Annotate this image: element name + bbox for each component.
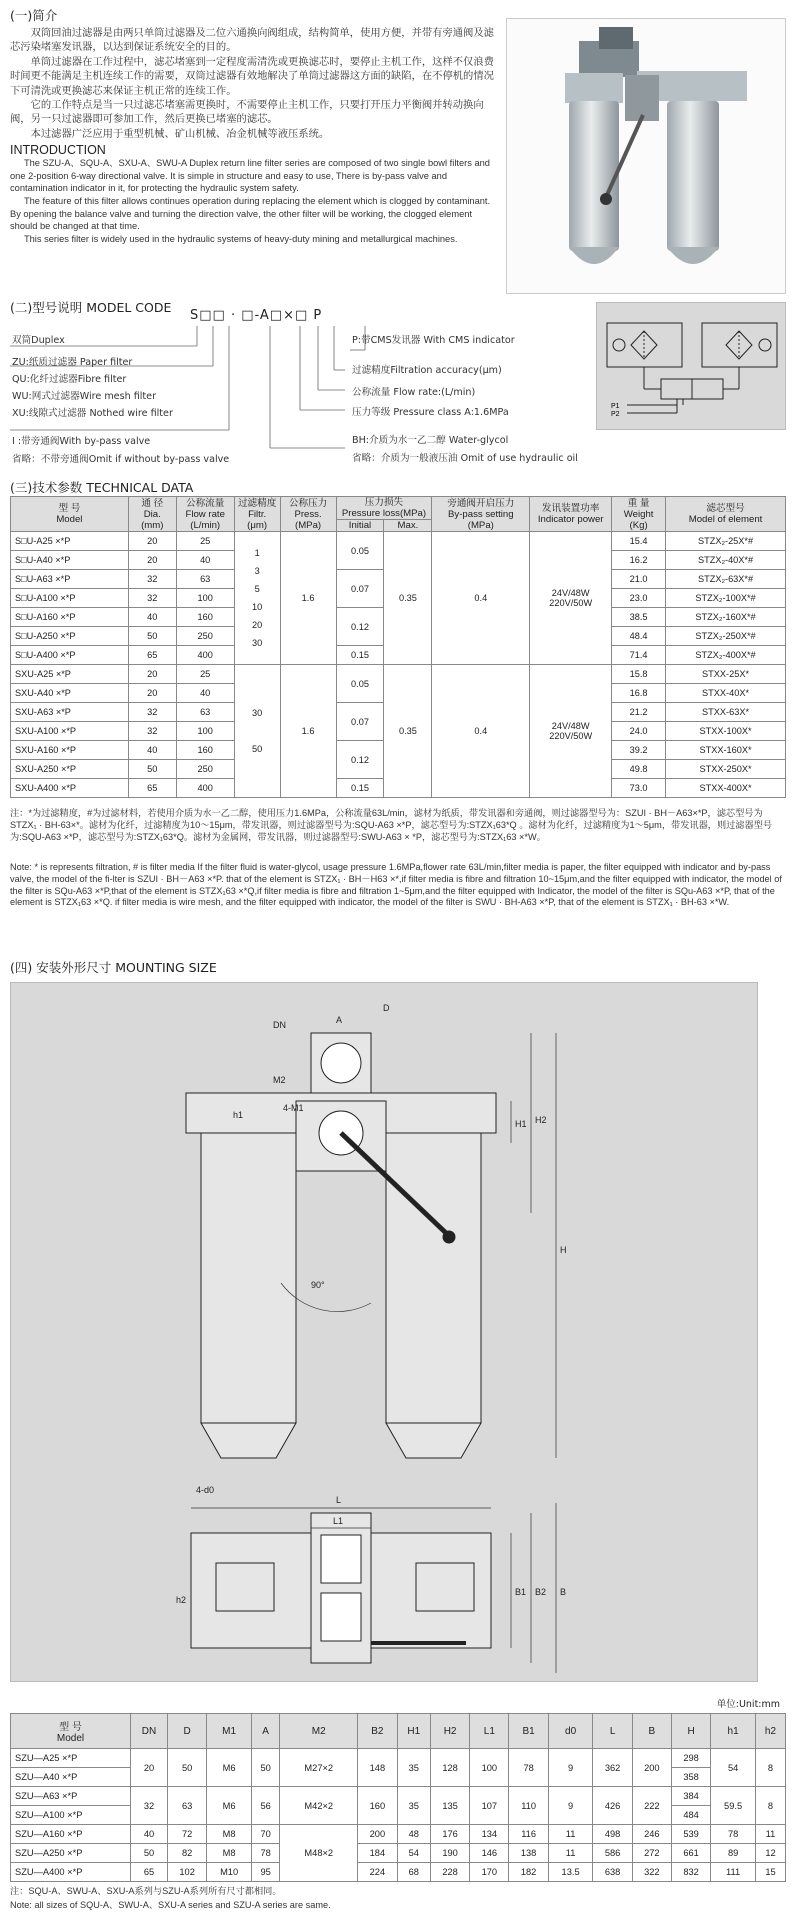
mth-model: 型 号 Model bbox=[11, 1714, 131, 1749]
dim-m2: M2 bbox=[273, 1075, 286, 1085]
dim-a: A bbox=[336, 1015, 343, 1025]
table-row: S□U-A25 ×*P 20 25 1 3 5 10 20 30 1.6 0.05 0.35 0.4 24V/48W 220V/50W 15.4 STZX₂-25X*# bbox=[11, 532, 786, 551]
intro-en-p2: The feature of this filter allows continues operation during replacing the element which is clogged by contaminant. By opening the balance valve and turning the direction valve, the other filter will be working, the clogged element should be changed at that time. bbox=[10, 196, 491, 232]
dim-d: D bbox=[383, 1003, 390, 1013]
dim-4m1: 4-M1 bbox=[283, 1103, 304, 1113]
th-loss: 压力损失 Pressure loss(MPa) bbox=[336, 497, 432, 520]
intro-section bbox=[10, 6, 500, 245]
model-code-diagram bbox=[10, 298, 590, 474]
th-flow: 公称流量 Flow rate (L/min) bbox=[176, 497, 234, 532]
mount-header-row: 型 号 Model DN D M1 A M2 B2 H1 H2 L1 B1 d0 L B H h1 h2 bbox=[11, 1714, 786, 1749]
table-row: SZU—A250 ×*P 50 82 M8 78 184 54 190 146 138 11 586 272 661 89 12 bbox=[11, 1844, 786, 1863]
intro-cn-p4: 本过滤器广泛应用于重型机械、矿山机械、冶金机械等液压系统。 bbox=[30, 127, 330, 140]
table-row: S□U-A400 ×*P 65 400 0.15 71.4 STZX₂-400X*# bbox=[11, 646, 786, 665]
th-bypass: 旁通阀开启压力 By-pass setting (MPa) bbox=[432, 497, 530, 532]
table-row: SXU-A40 ×*P 20 40 16.8 STXX-40X* bbox=[11, 684, 786, 703]
table-row: SZU—A400 ×*P 65 102 M10 95 224 68 228 170 182 13.5 638 322 832 111 15 bbox=[11, 1863, 786, 1882]
intro-en-p1: The SZU-A、SQU-A、SXU-A、SWU-A Duplex return line filter series are composed of two single bowl filters and one 2-position 6-way directional valve. It is simple in structure and easy to use, There is by-pass valve and contamination indicator in it, for protecting the hydraulic system safety. bbox=[10, 158, 490, 194]
label-duplex: 双筒Duplex bbox=[12, 335, 65, 346]
dim-4d0: 4-d0 bbox=[196, 1485, 215, 1495]
dim-b: B bbox=[560, 1587, 567, 1597]
product-photo bbox=[506, 18, 786, 294]
table-row: S□U-A100 ×*P 32 100 23.0 STZX₂-100X*# bbox=[11, 589, 786, 608]
intro-en-heading: INTRODUCTION bbox=[10, 143, 106, 158]
label-flow: 公称流量 Flow rate:(L/min) bbox=[352, 387, 476, 398]
label-no-bypass: 省略：不带旁通阀Omit if without by-pass valve bbox=[12, 454, 230, 465]
notes-en: Note: * is represents filtration, # is filter media If the filter fluid is water-glycol, usage pressure 1.6MPa,flower rate 63L/min,filter media is paper, the filter equipped with indicator and by-pass valve, the model of the fi-lter is SZUI · BH－A63 ×*P. that of the element is STZX₁ · BH－H63 ×*,if filter media is fibre and filtration 10~15μm,and the filter equipped with indicator, the model of the filter is SQu-A63 ×*P,that of the element is STZX₁63 ×*Q,if filter media is fibre and filtration 1~5μm,and the filter equipped with Indicator, the model of the filter is SQu-A63 ×*P, that of the element is STZX₁63 ×*Q. if filter media is wire mesh, and the filter equipped with indicator, the model of the filter is SWU · BH-A63 ×*P, that of the element is STZX₁ · BH-63 ×*W. bbox=[10, 862, 782, 908]
table-row: SZU—A40 ×*P 358 bbox=[11, 1768, 786, 1787]
dim-h2-lower: h2 bbox=[176, 1595, 187, 1605]
dim-h2: H2 bbox=[535, 1115, 547, 1125]
table-row: SZU—A63 ×*P 32 63 M6 56 M42×2 160 35 135 107 110 9 426 222 384 59.5 8 bbox=[11, 1787, 786, 1806]
table-row: SXU-A25 ×*P 20 25 30 50 1.6 0.05 0.35 0.4 24V/48W 220V/50W 15.8 STXX-25X* bbox=[11, 665, 786, 684]
table-row: SZU—A25 ×*P 20 50 M6 50 M27×2 148 35 128 100 78 9 362 200 298 54 8 bbox=[11, 1749, 786, 1768]
label-wu: WU:网式过滤器Wire mesh filter bbox=[12, 391, 157, 402]
dim-b2: B2 bbox=[535, 1587, 547, 1597]
dim-l1: L1 bbox=[333, 1516, 344, 1526]
intro-cn-p2: 单筒过滤器在工作过程中，滤芯堵塞到一定程度需清洗或更换滤芯时，要停止主机工作，这样不仅浪费时间更不能满足主机连续工作的需要，双筒过滤器有效地解决了单筒过滤器这方面的缺陷，在不停机的情况下可清洗或更换滤芯来保证主机正常的连续工作。 bbox=[10, 55, 494, 97]
table-row: S□U-A40 ×*P 20 40 16.2 STZX₂-40X*# bbox=[11, 551, 786, 570]
table-row: S□U-A250 ×*P 50 250 48.4 STZX₂-250X*# bbox=[11, 627, 786, 646]
intro-en-p3: This series filter is widely used in the hydraulic systems of heavy-duty mining and metallurgical machines. bbox=[23, 233, 458, 244]
label-qu: QU:化纤过滤器Fibre filter bbox=[12, 374, 127, 385]
filtr-group-1: 1 3 5 10 20 30 bbox=[234, 532, 280, 665]
intro-cn-p3: 它的工作特点是当一只过滤芯堵塞需更换时，不需要停止主机工作，只要打开压力平衡阀并转动换向阀，另一只过滤器即可参加工作，然后更换已堵塞的滤芯。 bbox=[10, 99, 484, 126]
th-element: 滤芯型号 Model of element bbox=[666, 497, 786, 532]
tech-heading: (三)技术参数 TECHNICAL DATA bbox=[10, 480, 194, 495]
table-row: SXU-A250 ×*P 50 250 49.8 STXX-250X* bbox=[11, 760, 786, 779]
dim-dn: DN bbox=[273, 1020, 286, 1030]
table-row: SXU-A400 ×*P 65 400 0.15 73.0 STXX-400X* bbox=[11, 779, 786, 798]
footer-note-cn: 注：SQU-A、SWU-A、SXU-A系列与SZU-A系列所有尺寸都相同。 bbox=[10, 1886, 282, 1896]
dim-h: H bbox=[560, 1245, 567, 1255]
label-xu: XU:线隙式过滤器 Nothed wire filter bbox=[12, 408, 173, 419]
mounting-heading: (四) 安装外形尺寸 MOUNTING SIZE bbox=[10, 960, 217, 975]
dim-angle: 90° bbox=[311, 1280, 325, 1290]
mounting-drawing bbox=[10, 982, 758, 1682]
table-row: SXU-A100 ×*P 32 100 24.0 STXX-100X* bbox=[11, 722, 786, 741]
label-water-glycol: BH:介质为水一乙二醇 Water-glycol bbox=[352, 435, 509, 446]
duplex-filter-illustration bbox=[507, 19, 787, 295]
unit-label: 单位:Unit:mm bbox=[716, 1699, 780, 1710]
table-row: SZU—A160 ×*P 40 72 M8 70 M48×2 200 48 176 134 116 11 498 246 539 78 11 bbox=[11, 1825, 786, 1844]
th-press: 公称压力 Press. (MPa) bbox=[280, 497, 336, 532]
label-zu: ZU:纸质过滤器 Paper filter bbox=[12, 357, 133, 368]
label-bypass: I :带旁通阀With by-pass valve bbox=[12, 436, 151, 447]
th-indicator: 发讯装置功率 Indicator power bbox=[530, 497, 612, 532]
table-row: SXU-A63 ×*P 32 63 0.07 21.2 STXX-63X* bbox=[11, 703, 786, 722]
notes-cn: 注：*为过滤精度，#为过滤材料，若使用介质为水一乙二醇，使用压力1.6MPa，公称流量63L/min，滤材为纸质，带发讯器和旁通阀，则过滤器型号为：SZUI · BH－A63×*P，滤芯型号为STZX₁ · BH-63×*。滤材为化纤，过滤精度为10～15μm，带发讯器，则过滤器型号为:SQU-A63 ×*P，滤芯型号为:STZX₁63*Q 。滤材为化纤，过滤精度为1～5μm，带发讯器，则过滤器型号为:SQU-A63 ×*P，滤芯型号为:STZX₁63*Q。滤材为金属网，带发讯器，则过滤器型号:SWU-A63 × *P，滤芯型号为:STZX₁63 ×*W。 bbox=[10, 808, 773, 842]
model-code-string: S□□ · □-A□×□ P bbox=[190, 308, 323, 323]
label-filtration: 过滤精度Filtration accuracy(μm) bbox=[352, 365, 502, 376]
th-filtr: 过滤精度 Filtr. (μm) bbox=[234, 497, 280, 532]
intro-heading: (一)简介 bbox=[10, 8, 58, 23]
mounting-drawing-svg bbox=[11, 983, 759, 1683]
th-dia: 通 径 Dia. (mm) bbox=[128, 497, 176, 532]
th-weight: 重 量 Weight (Kg) bbox=[612, 497, 666, 532]
dim-b1: B1 bbox=[515, 1587, 527, 1597]
schematic-symbols bbox=[597, 303, 787, 431]
dim-h1: H1 bbox=[515, 1119, 527, 1129]
schematic-p1: P1 bbox=[611, 403, 620, 410]
footer-note-en: Note: all sizes of SQU-A、SWU-A、SXU-A series and SZU-A series are same. bbox=[10, 1900, 331, 1910]
model-code-heading: (二)型号说明 MODEL CODE bbox=[10, 300, 172, 315]
dim-l: L bbox=[336, 1495, 342, 1505]
table-row: S□U-A160 ×*P 40 160 0.12 38.5 STZX₂-160X*# bbox=[11, 608, 786, 627]
table-row: SXU-A160 ×*P 40 160 0.12 39.2 STXX-160X* bbox=[11, 741, 786, 760]
mounting-table bbox=[10, 1713, 786, 1882]
th-max: Max. bbox=[384, 520, 432, 532]
tech-table bbox=[10, 496, 786, 798]
hydraulic-schematic bbox=[596, 302, 786, 430]
intro-cn-p1: 双筒回油过滤器是由两只单筒过滤器及二位六通换向阀组成，结构简单，使用方便，并带有旁通阀及滤芯污染堵塞发讯器，以达到保证系统安全的目的。 bbox=[10, 27, 494, 54]
label-cms: P:带CMS发讯器 With CMS indicator bbox=[352, 335, 515, 346]
table-row: S□U-A63 ×*P 32 63 0.07 21.0 STZX₂-63X*# bbox=[11, 570, 786, 589]
table-row: SZU—A100 ×*P 484 bbox=[11, 1806, 786, 1825]
th-model: 型 号 Model bbox=[11, 497, 129, 532]
dim-h1-lower: h1 bbox=[233, 1110, 244, 1120]
model-code-leader-lines bbox=[10, 298, 590, 474]
filtr-group-2: 30 50 bbox=[234, 665, 280, 798]
label-pressure: 压力等级 Pressure class A:1.6MPa bbox=[352, 407, 509, 418]
label-hydraulic-oil: 省略：介质为一般液压油 Omit of use hydraulic oil bbox=[352, 453, 578, 464]
schematic-p2: P2 bbox=[611, 411, 620, 418]
th-initial: Initial bbox=[336, 520, 384, 532]
